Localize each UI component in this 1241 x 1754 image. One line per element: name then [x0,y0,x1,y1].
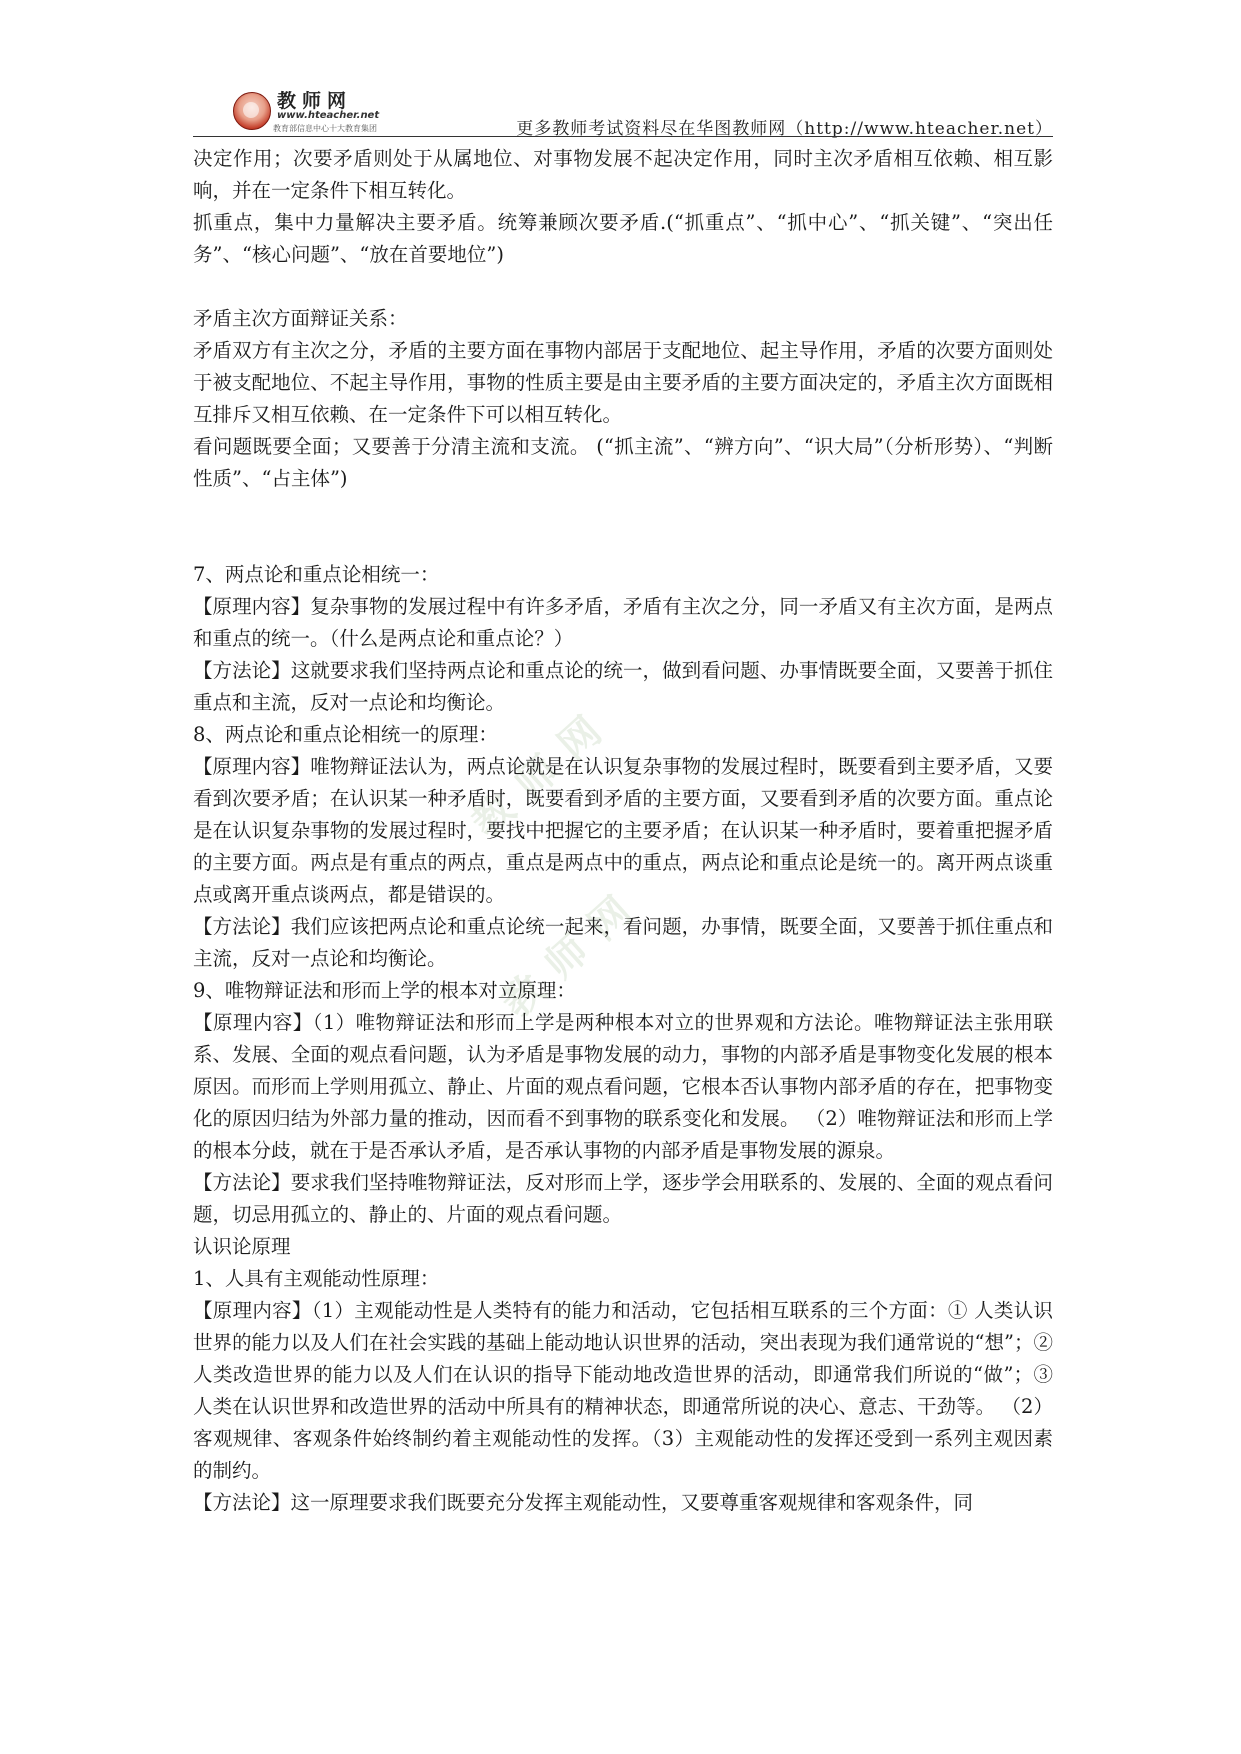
blank-line [193,495,1053,559]
document-body [193,143,1053,1519]
section-heading: 认识论原理 [193,1235,291,1258]
watermark: 教师网 [463,696,624,847]
logo-url: www.hteacher.net [277,110,380,121]
paragraph: 抓重点，集中力量解决主要矛盾。统筹兼顾次要矛盾.(“抓重点”、“抓中心”、“抓关键”、“突出任务”、“核心问题”、“放在首要地位”) [193,211,1053,266]
paragraph: 【原理内容】复杂事物的发展过程中有许多矛盾，矛盾有主次之分，同一矛盾又有主次方面，是两点和重点的统一。（什么是两点论和重点论？） [193,595,1053,650]
logo-subtitle: 教育部信息中心十大教育集团 [273,124,377,133]
section-heading: 7、两点论和重点论相统一： [193,563,440,586]
paragraph: 【方法论】要求我们坚持唯物辩证法，反对形而上学，逐步学会用联系的、发展的、全面的观点看问题，切忌用孤立的、静止的、片面的观点看问题。 [193,1171,1053,1226]
section-heading: 9、唯物辩证法和形而上学的根本对立原理： [193,979,576,1002]
page-header [193,84,1053,139]
watermark: 教师网 [493,876,654,1027]
paragraph: 决定作用；次要矛盾则处于从属地位、对事物发展不起决定作用，同时主次矛盾相互依赖、相互影响，并在一定条件下相互转化。 [193,147,1053,202]
section-heading: 1、人具有主观能动性原理： [193,1267,440,1290]
paragraph: 矛盾双方有主次之分，矛盾的主要方面在事物内部居于支配地位、起主导作用，矛盾的次要方面则处于被支配地位、不起主导作用，事物的性质主要是由主要矛盾的主要方面决定的，矛盾主次方面既相互排斥又相互依赖、在一定条件下可以相互转化。 [193,339,1053,426]
paragraph: 看问题既要全面；又要善于分清主流和支流。 (“抓主流”、“辨方向”、“识大局”（分析形势）、“判断性质”、“占主体”) [193,435,1053,490]
paragraph: 【方法论】我们应该把两点论和重点论统一起来，看问题，办事情，既要全面，又要善于抓住重点和主流，反对一点论和均衡论。 [193,915,1053,970]
paragraph: 【原理内容】唯物辩证法认为，两点论就是在认识复杂事物的发展过程时，既要看到主要矛盾，又要看到次要矛盾；在认识某一种矛盾时，既要看到矛盾的主要方面，又要看到矛盾的次要方面。重点论是在认识复杂事物的发展过程时，要找中把握它的主要矛盾；在认识某一种矛盾时，要着重把握矛盾的主要方面。两点是有重点的两点，重点是两点中的重点，两点论和重点论是统一的。离开两点谈重点或离开重点谈两点，都是错误的。 [193,755,1053,906]
section-heading: 矛盾主次方面辩证关系： [193,307,408,330]
header-tagline: 更多教师考试资料尽在华图教师网（http://www.hteacher.net） [516,119,1053,139]
header-divider [193,136,1053,137]
logo-title: 教师网 [277,90,353,112]
paragraph: 【方法论】这一原理要求我们既要充分发挥主观能动性，又要尊重客观规律和客观条件，同 [193,1491,974,1514]
section-heading: 8、两点论和重点论相统一的原理： [193,723,498,746]
paragraph: 【原理内容】（1）唯物辩证法和形而上学是两种根本对立的世界观和方法论。唯物辩证法主张用联系、发展、全面的观点看问题，认为矛盾是事物发展的动力，事物的内部矛盾是事物变化发展的根本原因。而形而上学则用孤立、静止、片面的观点看问题，它根本否认事物内部矛盾的存在，把事物变化的原因归结为外部力量的推动，因而看不到事物的联系变化和发展。 （2）唯物辩证法和形而上学的根本分歧，就在于是否承认矛盾，是否承认事物的内部矛盾是事物发展的源泉。 [193,1011,1053,1162]
blank-line [193,271,1053,303]
paragraph: 【方法论】这就要求我们坚持两点论和重点论的统一，做到看问题、办事情既要全面，又要善于抓住重点和主流，反对一点论和均衡论。 [193,659,1053,714]
site-logo [233,86,413,136]
logo-emblem-icon [233,92,271,130]
paragraph: 【原理内容】（1）主观能动性是人类特有的能力和活动，它包括相互联系的三个方面：① 人类认识世界的能力以及人们在社会实践的基础上能动地认识世界的活动，突出表现为我们通常说的“想”；② 人类改造世界的能力以及人们在认识的指导下能动地改造世界的活动，即通常我们所说的“做”；③ 人类在认识世界和改造世界的活动中所具有的精神状态，即通常所说的决心、意志、干劲等。 （2）客观规律、客观条件始终制约着主观能动性的发挥。（3）主观能动性的发挥还受到一系列主观因素的制约。 [193,1299,1053,1482]
